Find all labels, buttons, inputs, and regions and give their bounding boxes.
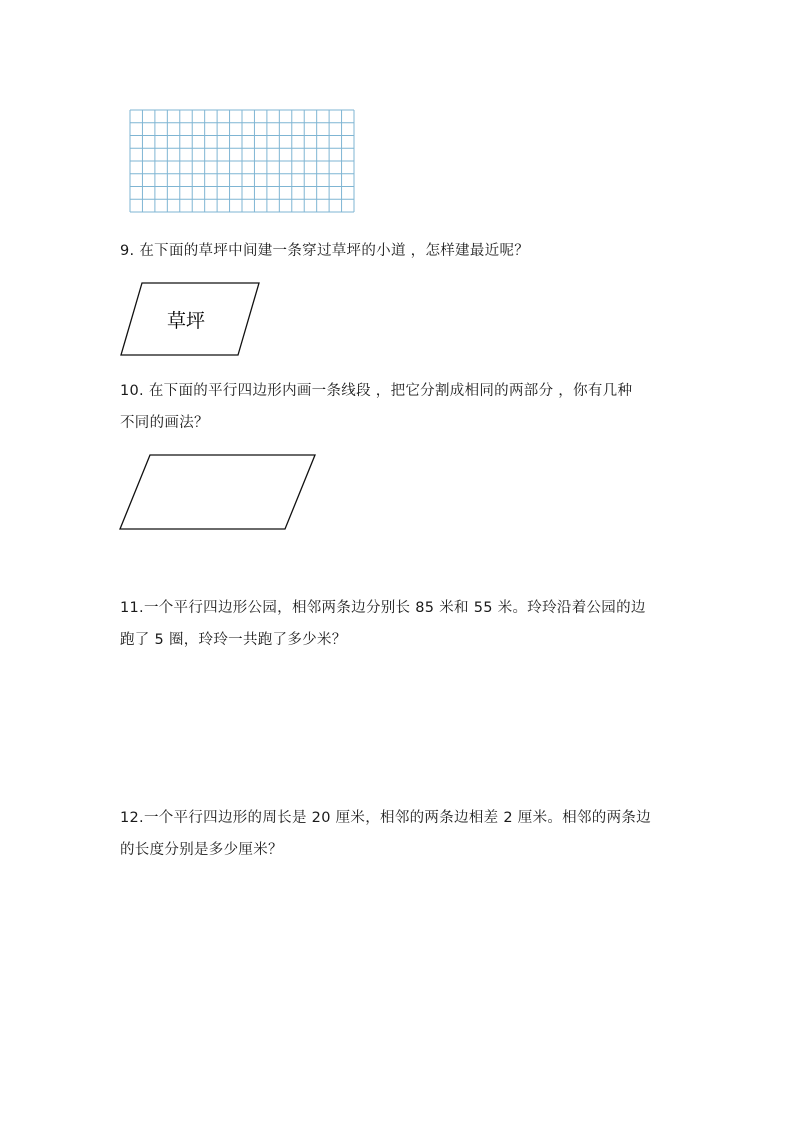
question-11-line-2: 跑了 5 圈，玲玲一共跑了多少米？ (120, 632, 347, 648)
question-9-line-1: 9. 在下面的草坪中间建一条穿过草坪的小道 ，怎样建最近呢？ (120, 243, 530, 259)
question-12-line-2: 的长度分别是多少厘米？ (120, 842, 283, 858)
question-12-line-1: 12.一个平行四边形的周长是 20 厘米，相邻的两条边相差 2 厘米。相邻的两条边 (120, 810, 651, 826)
question-11 (120, 592, 646, 656)
parallelogram-figure (118, 452, 318, 532)
lawn-parallelogram (118, 281, 264, 359)
square-grid (129, 109, 355, 213)
lawn-label: 草坪 (166, 310, 206, 332)
question-10 (120, 375, 632, 439)
parallelogram-shape (120, 455, 315, 529)
question-12 (120, 802, 651, 866)
question-9 (120, 235, 529, 267)
question-10-line-2: 不同的画法？ (120, 415, 209, 431)
question-10-line-1: 10. 在下面的平行四边形内画一条线段 ，把它分割成相同的两部分 ，你有几种 (120, 383, 633, 399)
question-11-line-1: 11.一个平行四边形公园，相邻两条边分别长 85 米和 55 米。玲玲沿着公园的边 (120, 600, 646, 616)
